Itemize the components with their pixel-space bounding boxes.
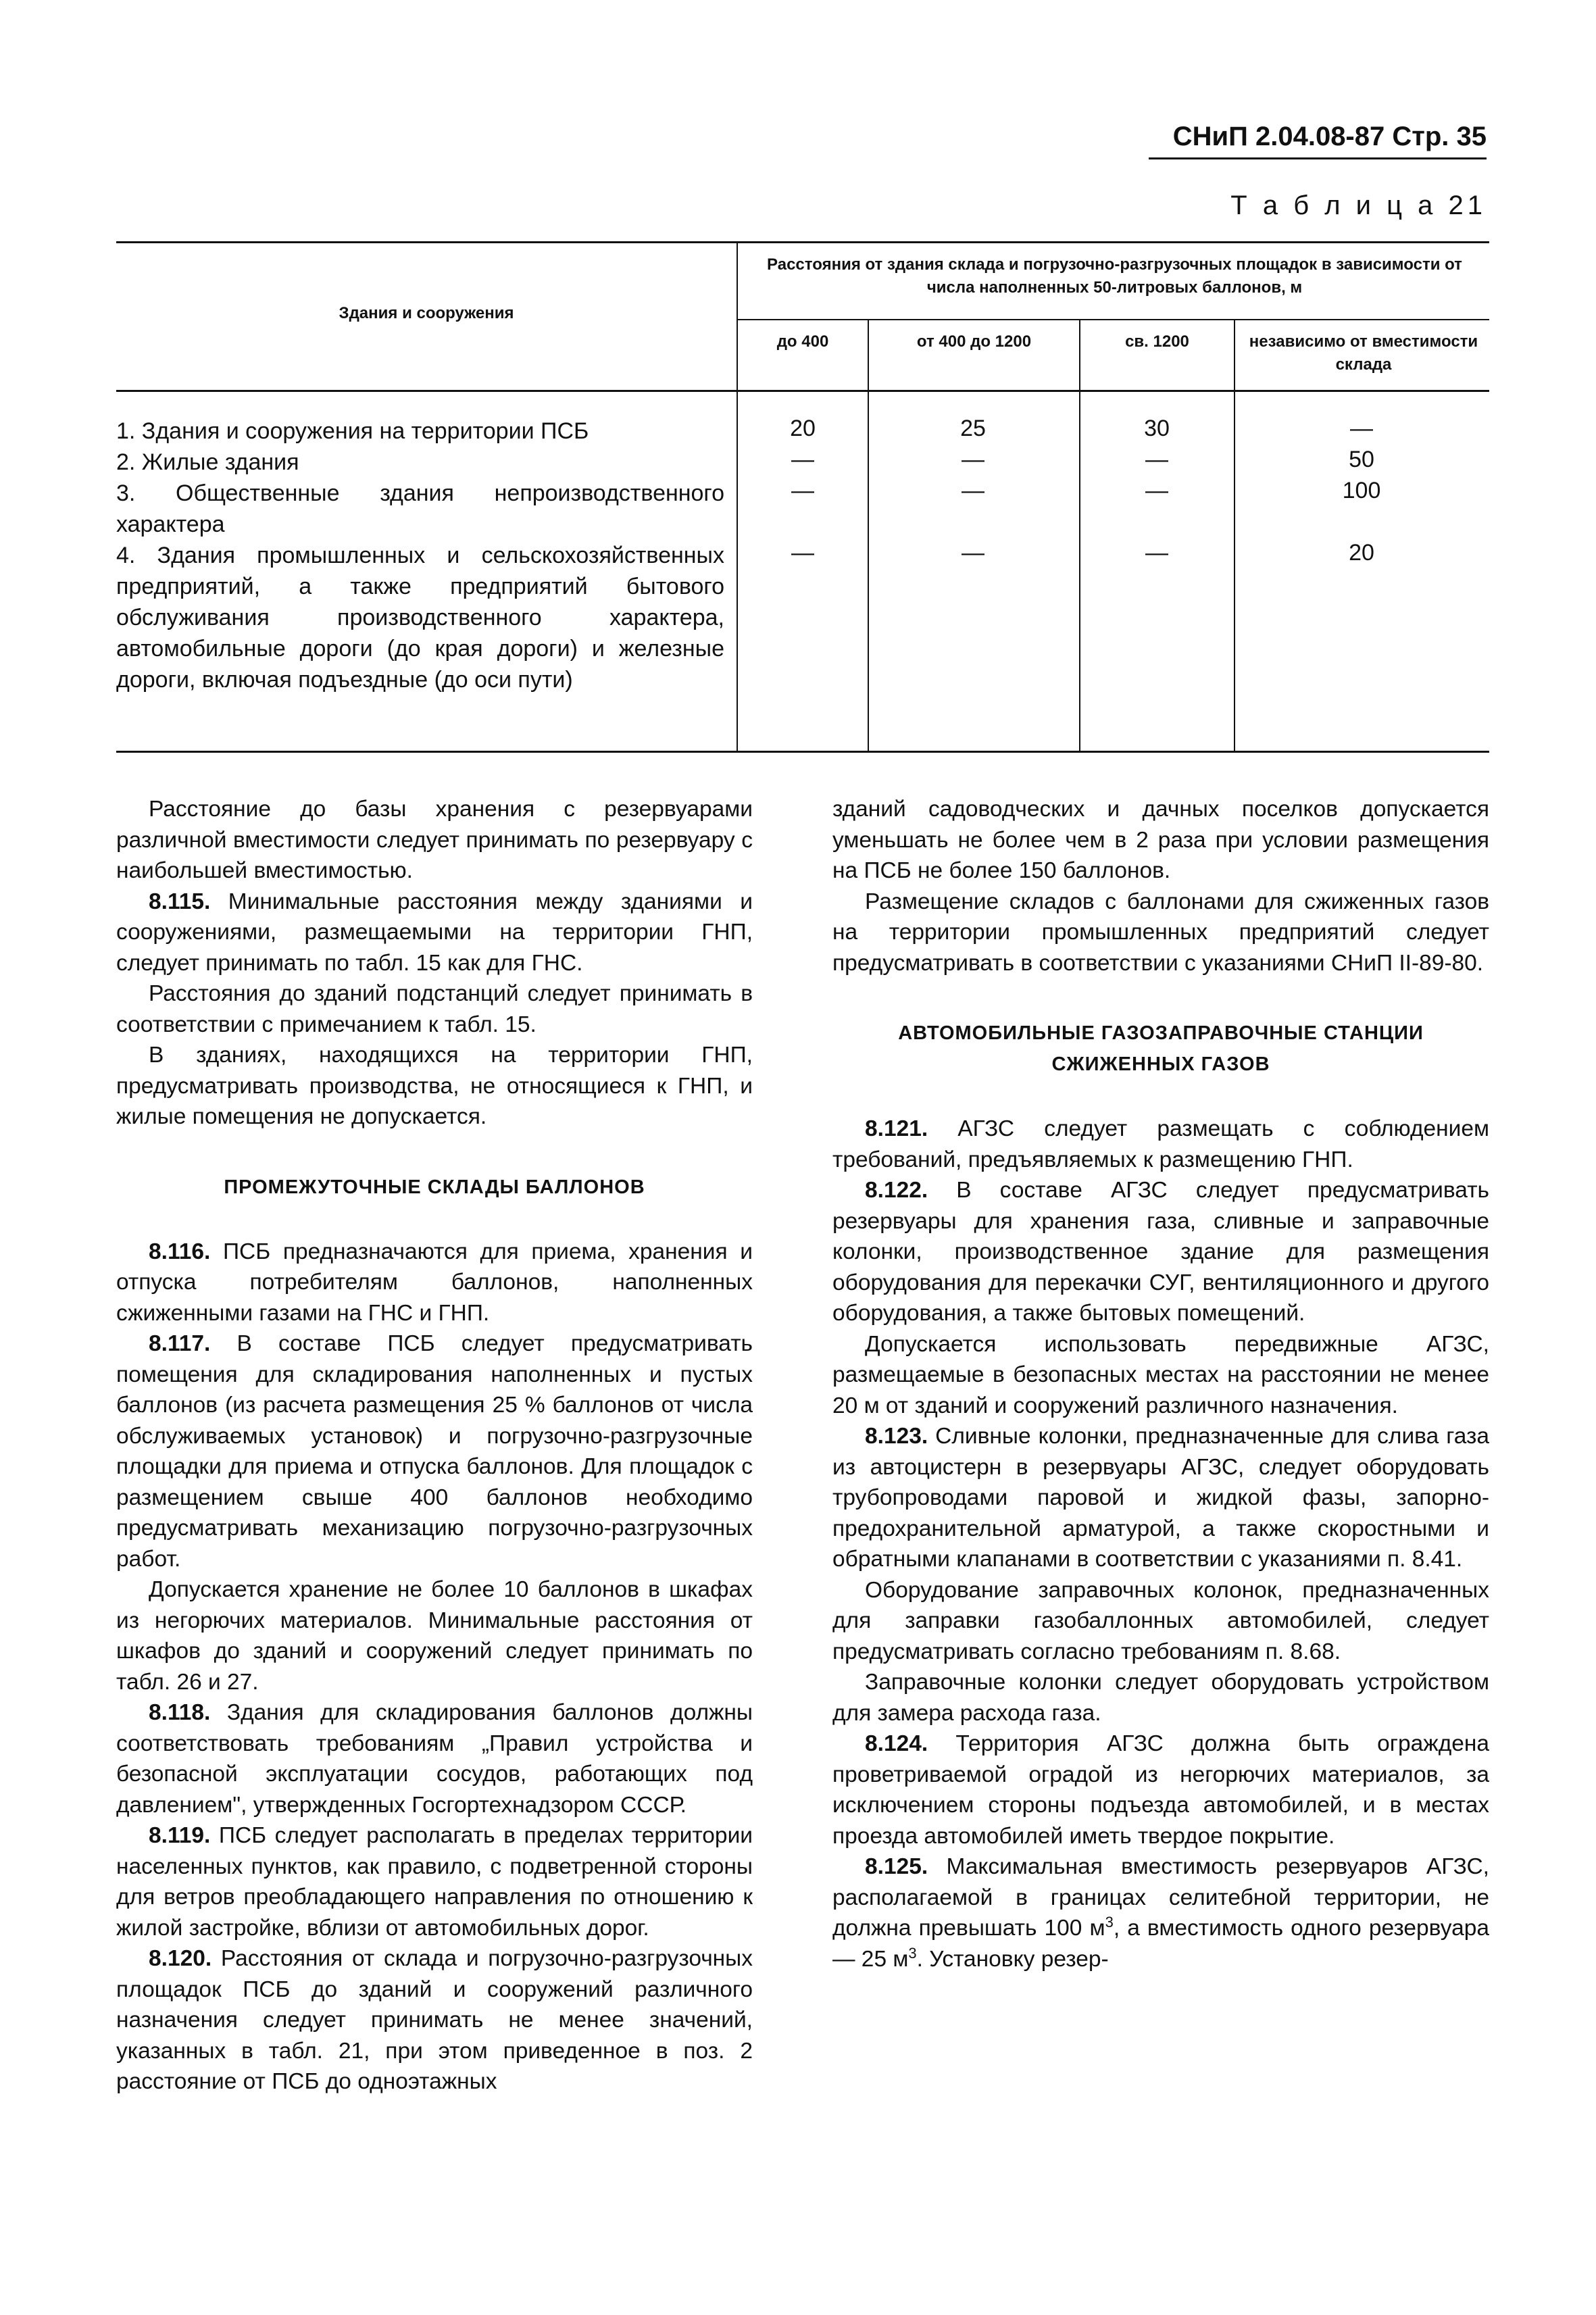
clause-text: . Установку резер- bbox=[916, 1946, 1109, 1972]
clause-number: 8.123. bbox=[865, 1424, 928, 1449]
cell: — bbox=[962, 540, 984, 566]
paragraph-8-119 bbox=[116, 1820, 753, 1943]
paragraph: Расстояние до базы хранения с резервуарами различной вместимости следует принимать по резервуару с наибольшей вместимостью. bbox=[116, 797, 753, 883]
running-header: СНиП 2.04.08-87 Стр. 35 bbox=[1149, 122, 1487, 159]
paragraph-8-125 bbox=[832, 1851, 1489, 1974]
paragraph-8-123 bbox=[832, 1421, 1489, 1575]
group-header: Расстояния от здания склада и погрузочно-разгрузочных площадок в зависимости от числа наполненных 50-литровых баллонов, м bbox=[767, 255, 1462, 297]
table-top-rule bbox=[116, 241, 1489, 243]
paragraph-8-118 bbox=[116, 1697, 753, 1820]
paragraph: Заправочные колонки следует оборудовать устройством для замера расхода газа. bbox=[832, 1670, 1489, 1726]
clause-number: 8.116. bbox=[149, 1239, 211, 1264]
cell: — bbox=[1350, 416, 1373, 441]
col-header-buildings: Здания и сооружения bbox=[339, 304, 514, 322]
table-row-2-label: 2. Жилые здания bbox=[116, 449, 299, 475]
paragraph: В зданиях, находящихся на территории ГНП, предусматривать производства, не относящиеся к ГНП, и жилые помещения не допускается. bbox=[116, 1043, 753, 1129]
cell: 25 bbox=[960, 416, 986, 441]
clause-number: 8.125. bbox=[865, 1854, 928, 1879]
paragraph-8-117 bbox=[116, 1328, 753, 1574]
paragraph-8-121 bbox=[832, 1114, 1489, 1175]
clause-text: Расстояния от склада и погрузочно-разгрузочных площадок ПСБ до зданий и сооружений различного назначения следует принимать не менее значений, указанных в табл. 21, при этом приведенное в поз. 2 расстояние от ПСБ до одноэтажных bbox=[116, 1946, 753, 2094]
paragraph-8-120 bbox=[116, 1943, 753, 2097]
sub-header-1: до 400 bbox=[776, 332, 829, 351]
clause-text: Здания для складирования баллонов должны соответствовать требованиям „Правил устройства и безопасной эксплуатации сосудов, работающих под давлением", утвержденных Госгортехнадзором СССР. bbox=[116, 1700, 753, 1818]
cell: — bbox=[1145, 478, 1168, 503]
right-column bbox=[832, 794, 1489, 1974]
paragraph: Допускается использовать передвижные АГЗС, размещаемые в безопасных местах на расстоянии не менее 20 м от зданий и сооружений различного назначения. bbox=[832, 1331, 1489, 1418]
section-heading: АВТОМОБИЛЬНЫЕ ГАЗОЗАПРАВОЧНЫЕ СТАНЦИИ СЖИЖЕННЫХ ГАЗОВ bbox=[898, 1022, 1424, 1075]
paragraph-8-124 bbox=[832, 1728, 1489, 1851]
paragraph: Допускается хранение не более 10 баллонов в шкафах из негорючих материалов. Минимальные расстояния от шкафов до зданий и сооружений следует принимать по табл. 26 и 27. bbox=[116, 1577, 753, 1695]
clause-text: АГЗС следует размещать с соблюдением требований, предъявляемых к размещению ГНП. bbox=[832, 1116, 1489, 1172]
table-bottom-rule bbox=[116, 751, 1489, 753]
table-col-divider bbox=[737, 241, 738, 752]
paragraph: Расстояния до зданий подстанций следует принимать в соответствии с примечанием к табл. 15. bbox=[116, 981, 753, 1037]
cell: — bbox=[1145, 540, 1168, 566]
paragraph: Оборудование заправочных колонок, предназначенных для заправки газобаллонных автомобилей, следует предусматривать согласно требованиям п. 8.68. bbox=[832, 1577, 1489, 1664]
clause-number: 8.119. bbox=[149, 1823, 211, 1848]
superscript: 3 bbox=[1105, 1913, 1114, 1931]
clause-text: В составе АГЗС следует предусматривать резервуары для хранения газа, сливные и заправочные колонки, производственное здание для размещения оборудования для перекачки СУГ, вентиляционного и другого оборудования, а также бытовых помещений. bbox=[832, 1178, 1489, 1326]
paragraph: зданий садоводческих и дачных поселков допускается уменьшать не более чем в 2 раза при условии размещения на ПСБ не более 150 баллонов. bbox=[832, 797, 1489, 883]
table-21 bbox=[116, 241, 1489, 752]
cell: 20 bbox=[790, 416, 816, 441]
table-row-3-label: 3. Общественные здания непроизводственного характера bbox=[116, 480, 724, 537]
cell: — bbox=[791, 478, 814, 503]
cell: — bbox=[791, 447, 814, 472]
left-column bbox=[116, 794, 753, 2097]
section-heading: ПРОМЕЖУТОЧНЫЕ СКЛАДЫ БАЛЛОНОВ bbox=[224, 1176, 645, 1198]
cell: 20 bbox=[1349, 540, 1374, 566]
table-group-rule bbox=[738, 319, 1489, 320]
clause-text: ПСБ предназначаются для приема, хранения и отпуска потребителям баллонов, наполненных сжиженными газами на ГНС и ГНП. bbox=[116, 1239, 753, 1326]
cell: 100 bbox=[1342, 478, 1381, 503]
cell: — bbox=[962, 478, 984, 503]
clause-number: 8.115. bbox=[149, 889, 211, 914]
table-subcol-divider bbox=[1234, 319, 1235, 391]
sub-header-4: независимо от вместимости склада bbox=[1249, 332, 1478, 374]
sub-header-2: от 400 до 1200 bbox=[916, 332, 1032, 351]
cell: — bbox=[962, 447, 984, 472]
clause-text: Минимальные расстояния между зданиями и сооружениями, размещаемыми на территории ГНП, следует принимать по табл. 15 как для ГНС. bbox=[116, 889, 753, 976]
clause-number: 8.120. bbox=[149, 1946, 212, 1971]
paragraph-8-115 bbox=[116, 887, 753, 979]
clause-text: В составе ПСБ следует предусматривать помещения для складирования наполненных и пустых баллонов (из расчета размещения 25 % баллонов от числа обслуживаемых установок) и погрузочно-разгрузочные площадки для приема и отпуска баллонов. Для площадок с размещением свыше 400 баллонов необходимо предусматривать механизацию погрузочно-разгрузочных работ. bbox=[116, 1331, 753, 1572]
table-subcol-divider bbox=[1079, 391, 1080, 751]
superscript: 3 bbox=[908, 1944, 917, 1962]
table-row-1-label: 1. Здания и сооружения на территории ПСБ bbox=[116, 418, 589, 444]
clause-text: , а вместимость одного резервуара — 25 м bbox=[832, 1916, 1489, 1972]
clause-text: Территория АГЗС должна быть ограждена проветриваемой оградой из негорючих материалов, за исключением стороны подъезда автомобилей, и в местах проезда автомобилей иметь твердое покрытие. bbox=[832, 1731, 1489, 1849]
sub-header-3: св. 1200 bbox=[1125, 332, 1189, 351]
clause-number: 8.118. bbox=[149, 1700, 211, 1725]
paragraph: Размещение складов с баллонами для сжиженных газов на территории промышленных предприятий следует предусматривать в соответствии с указаниями СНиП II-89-80. bbox=[832, 889, 1489, 976]
clause-text: ПСБ следует располагать в пределах территории населенных пунктов, как правило, с подветренной стороны для ветров преобладающего направления по отношению к жилой застройке, вблизи от автомобильных дорог. bbox=[116, 1823, 753, 1941]
table-subcol-divider bbox=[1234, 391, 1235, 751]
clause-number: 8.117. bbox=[149, 1331, 211, 1356]
table-row-4-label: 4. Здания промышленных и сельскохозяйственных предприятий, а также предприятий бытового обслуживания производственного характера, автомобильные дороги (до края дороги) и железные дороги, включая подъездные (до оси пути) bbox=[116, 543, 724, 693]
table-subcol-divider bbox=[868, 391, 869, 751]
cell: — bbox=[1145, 447, 1168, 472]
clause-text: Сливные колонки, предназначенные для слива газа из автоцистерн в резервуары АГЗС, следует оборудовать трубопроводами паровой и жидкой фазы, запорно-предохранительной арматурой, а также скоростными и обратными клапанами в соответствии с указаниями п. 8.41. bbox=[832, 1424, 1489, 1572]
clause-number: 8.124. bbox=[865, 1731, 928, 1756]
table-caption: Т а б л и ц а 21 bbox=[1230, 191, 1487, 220]
cell: 50 bbox=[1349, 447, 1374, 472]
paragraph-8-122 bbox=[832, 1175, 1489, 1329]
clause-number: 8.121. bbox=[865, 1116, 928, 1141]
paragraph-8-116 bbox=[116, 1237, 753, 1329]
cell: 30 bbox=[1144, 416, 1170, 441]
table-header-rule bbox=[116, 390, 1489, 392]
clause-number: 8.122. bbox=[865, 1178, 928, 1203]
cell: — bbox=[791, 540, 814, 566]
clause-text: Максимальная вместимость резервуаров АГЗС, располагаемой в границах селитебной территории, не должна превышать 100 м bbox=[832, 1854, 1489, 1941]
